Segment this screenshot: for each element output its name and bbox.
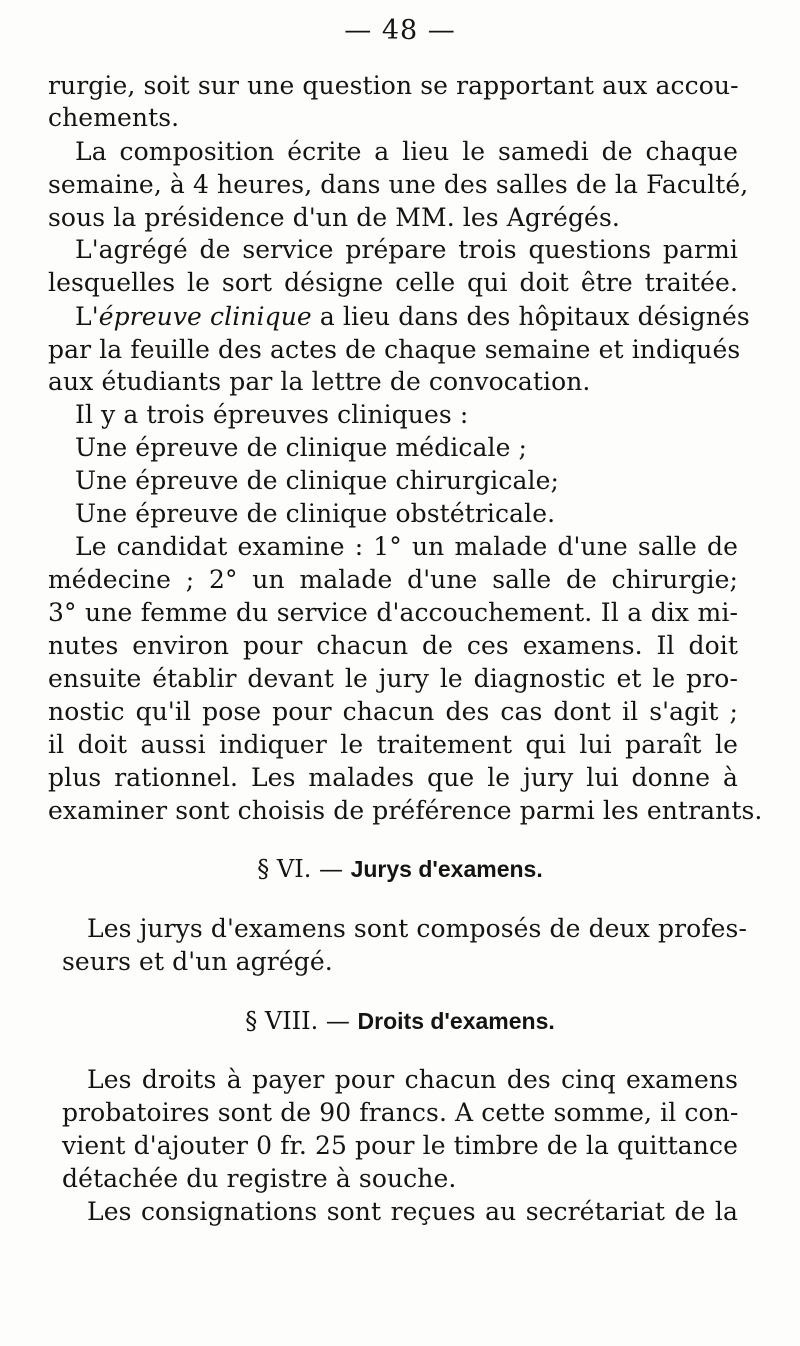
text-line: médecine ; 2° un malade d'une salle de chirurgie;: [48, 565, 738, 594]
list-item: Une épreuve de clinique médicale ;: [75, 433, 528, 462]
section-number: § VI. —: [257, 855, 343, 883]
text-line: détachée du registre à souche.: [62, 1164, 457, 1193]
text-line: 3° une femme du service d'accouchement. Il a dix mi-: [48, 598, 738, 627]
text-run: a lieu dans des hôpitaux désignés: [311, 302, 750, 331]
text-line: Il y a trois épreuves cliniques :: [75, 400, 469, 429]
text-line: Les droits à payer pour chacun des cinq examens: [87, 1065, 738, 1094]
text-line: lesquelles le sort désigne celle qui doit être traitée.: [48, 268, 738, 297]
text-line: chements.: [48, 103, 180, 132]
text-line: semaine, à 4 heures, dans une des salles de la Faculté,: [48, 170, 749, 199]
text-line: La composition écrite a lieu le samedi de chaque: [75, 137, 738, 166]
section-heading: [0, 852, 800, 886]
text-line: aux étudiants par la lettre de convocation.: [48, 367, 591, 396]
text-line: examiner sont choisis de préférence parmi les entrants.: [48, 796, 763, 825]
section-title: Droits d'examens.: [357, 1008, 555, 1034]
list-item: Une épreuve de clinique obstétricale.: [75, 499, 556, 528]
section-heading: [0, 1004, 800, 1038]
italic-term: épreuve clinique: [98, 302, 312, 331]
text-line: nutes environ pour chacun de ces examens. Il doit: [48, 631, 738, 660]
text-line: plus rationnel. Les malades que le jury lui donne à: [48, 763, 738, 792]
section-number: § VIII. —: [245, 1007, 350, 1035]
text-line: Les jurys d'examens sont composés de deux profes-: [87, 914, 748, 943]
text-line: Les consignations sont reçues au secrétariat de la: [87, 1197, 738, 1226]
text-line: sous la présidence d'un de MM. les Agrégés.: [48, 203, 620, 232]
text-run: L': [75, 302, 99, 331]
text-line: ensuite établir devant le jury le diagnostic et le pro-: [48, 664, 738, 693]
text-line: Le candidat examine : 1° un malade d'une salle de: [75, 532, 738, 561]
list-item: Une épreuve de clinique chirurgicale;: [75, 466, 560, 495]
text-line: nostic qu'il pose pour chacun des cas dont il s'agit ;: [48, 697, 738, 726]
text-line: L'agrégé de service prépare trois questions parmi: [75, 235, 738, 264]
text-line: [75, 300, 750, 334]
text-line: probatoires sont de 90 francs. A cette somme, il con-: [62, 1098, 739, 1127]
page-number: — 48 —: [344, 15, 456, 46]
text-line: il doit aussi indiquer le traitement qui lui paraît le: [48, 730, 738, 759]
text-line: vient d'ajouter 0 fr. 25 pour le timbre de la quittance: [62, 1131, 738, 1160]
text-line: rurgie, soit sur une question se rapportant aux accou-: [48, 71, 739, 100]
text-line: seurs et d'un agrégé.: [62, 947, 333, 976]
section-title: Jurys d'examens.: [350, 856, 543, 882]
text-line: par la feuille des actes de chaque semaine et indiqués: [48, 335, 741, 364]
